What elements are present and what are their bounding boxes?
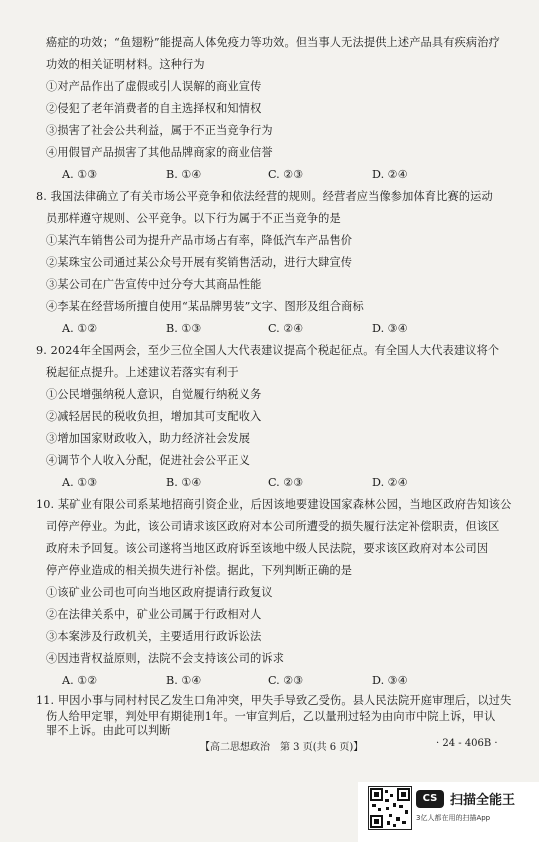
q9-option-1: ①公民增强纳税人意识，自觉履行纳税义务	[46, 388, 262, 401]
q10-choice-d: D. ③④	[372, 674, 408, 687]
q8-option-4: ④李某在经营场所擅自使用“某品牌男装”文字、图形及组合商标	[46, 300, 364, 313]
q8-line2: 员那样遵守规则、公平竞争。以下行为属于不正当竞争的是	[46, 212, 341, 225]
footer-code: · 24 - 406B ·	[436, 738, 498, 749]
q10-line4: 停产停业造成的相关损失进行补偿。据此，下列判断正确的是	[46, 564, 353, 577]
q10-choice-b: B. ①④	[166, 674, 202, 687]
q10-option-1: ①该矿业公司也可向当地区政府提请行政复议	[46, 586, 273, 599]
q11-line2: 伤人给甲定罪，判处甲有期徒刑1年。一审宣判后，乙以量刑过轻为由向市中院上诉，甲认	[46, 710, 496, 723]
q9-choice-b: B. ①④	[166, 476, 202, 489]
q9-option-3: ③增加国家财政收入，助力经济社会发展	[46, 432, 251, 445]
q8-option-3: ③某公司在广告宣传中过分夸大其商品性能	[46, 278, 262, 291]
q10-option-4: ④因违背权益原则，法院不会支持该公司的诉求	[46, 652, 285, 665]
q7-option-1: ①对产品作出了虚假或引人误解的商业宣传	[46, 80, 262, 93]
q7-choice-a: A. ①③	[62, 168, 98, 181]
q10-option-2: ②在法律关系中，矿业公司属于行政相对人	[46, 608, 262, 621]
scanner-app-tagline: 3亿人都在用的扫描App	[416, 814, 491, 822]
footer-title: 【高二思想政治 第 3 页(共 6 页)】	[200, 742, 364, 753]
q7-choice-c: C. ②③	[268, 168, 304, 181]
q7-line1: 癌症的功效；“鱼翅粉”能提高人体免疫力等功效。但当事人无法提供上述产品具有疾病治疗	[46, 36, 500, 49]
q8-option-2: ②某珠宝公司通过某公众号开展有奖销售活动，进行大肆宣传	[46, 256, 353, 269]
q9-choice-a: A. ①③	[62, 476, 98, 489]
q7-option-3: ③损害了社会公共利益，属于不正当竞争行为	[46, 124, 273, 137]
q11-line3: 罪不上诉。由此可以判断	[46, 724, 171, 737]
q10-line3: 政府未予回复。该公司遂将当地区政府诉至该地中级人民法院，要求该区政府对本公司因	[46, 542, 489, 555]
scanner-watermark	[358, 782, 539, 842]
q9-line2: 税起征点提升。上述建议若落实有利于	[46, 366, 239, 379]
q7-choice-b: B. ①④	[166, 168, 202, 181]
q10-option-3: ③本案涉及行政机关，主要适用行政诉讼法	[46, 630, 262, 643]
q8-choice-b: B. ①③	[166, 322, 202, 335]
q10-line2: 司停产停业。为此，该公司请求该区政府对本公司所遭受的损失履行法定补偿职责，但该区	[46, 520, 500, 533]
q9-option-2: ②减轻居民的税收负担，增加其可支配收入	[46, 410, 262, 423]
q7-choice-d: D. ②④	[372, 168, 408, 181]
q7-line2: 功效的相关证明材料。这种行为	[46, 58, 205, 71]
q7-option-4: ④用假冒产品损害了其他品牌商家的商业信誉	[46, 146, 273, 159]
q11-line1: 11. 甲因小事与同村村民乙发生口角冲突，甲失手导致乙受伤。县人民法院开庭审理后，以过失	[36, 694, 512, 707]
q10-line1: 10. 某矿业有限公司系某地招商引资企业，后因该地要建设国家森林公园，当地区政府告知该公	[36, 498, 512, 511]
camscanner-logo-icon: CS	[416, 790, 444, 808]
q9-option-4: ④调节个人收入分配，促进社会公平正义	[46, 454, 251, 467]
q9-choice-c: C. ②③	[268, 476, 304, 489]
q10-choice-c: C. ②③	[268, 674, 304, 687]
q9-choice-d: D. ②④	[372, 476, 408, 489]
scanner-app-name: 扫描全能王	[450, 793, 516, 808]
q9-line1: 9. 2024年全国两会，至少三位全国人大代表建议提高个税起征点。有全国人大代表建议将个	[36, 344, 500, 357]
q8-option-1: ①某汽车销售公司为提升产品市场占有率，降低汽车产品售价	[46, 234, 353, 247]
q8-choice-c: C. ②④	[268, 322, 304, 335]
q8-choice-d: D. ③④	[372, 322, 408, 335]
qr-code-icon	[368, 786, 412, 830]
q7-option-2: ②侵犯了老年消费者的自主选择权和知情权	[46, 102, 262, 115]
q8-line1: 8. 我国法律确立了有关市场公平竞争和依法经营的规则。经营者应当像参加体育比赛的运动	[36, 190, 493, 203]
q8-choice-a: A. ①②	[62, 322, 98, 335]
q10-choice-a: A. ①②	[62, 674, 98, 687]
